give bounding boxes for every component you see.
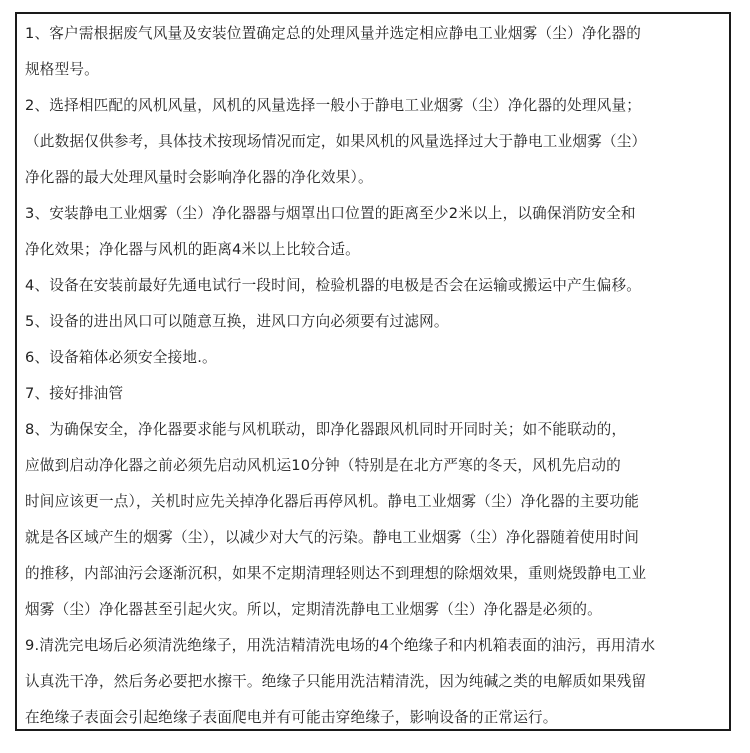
- instructions-text-block: [25, 16, 715, 736]
- text-line-2: 规格型号。: [25, 61, 99, 78]
- text-line-8: 4、设备在安装前最好先通电试行一段时间，检验机器的电极是否会在运输或搬运中产生偏移。: [25, 277, 642, 294]
- text-line-19: 认真洗干净，然后务必要把水擦干。绝缘子只能用洗洁精清洗，因为纯碱之类的电解质如果残留: [25, 673, 647, 690]
- text-line-7: 净化效果；净化器与风机的距离4米以上比较合适。: [25, 241, 360, 258]
- text-line-3: 2、选择相匹配的风机风量，风机的风量选择一般小于静电工业烟雾（尘）净化器的处理风量；: [25, 97, 642, 114]
- text-line-14: 时间应该更一点），关机时应先关掉净化器后再停风机。静电工业烟雾（尘）净化器的主要功能: [25, 493, 640, 510]
- text-line-17: 烟雾（尘）净化器甚至引起火灾。所以，定期清洗静电工业烟雾（尘）净化器是必须的。: [25, 601, 602, 618]
- text-line-4: （此数据仅供参考，具体技术按现场情况而定，如果风机的风量选择过大于静电工业烟雾（尘）: [25, 133, 647, 150]
- text-line-12: 8、为确保安全，净化器要求能与风机联动，即净化器跟风机同时开同时关；如不能联动的，: [25, 421, 627, 438]
- text-line-10: 6、设备箱体必须安全接地.。: [25, 349, 217, 366]
- text-line-1: 1、客户需根据废气风量及安装位置确定总的处理风量并选定相应静电工业烟雾（尘）净化器的: [25, 25, 642, 42]
- text-line-6: 3、安装静电工业烟雾（尘）净化器器与烟罩出口位置的距离至少2米以上，以确保消防安全和: [25, 205, 636, 222]
- text-line-15: 就是各区域产生的烟雾（尘），以减少对大气的污染。静电工业烟雾（尘）净化器随着使用时间: [25, 529, 640, 546]
- text-line-20: 在绝缘子表面会引起绝缘子表面爬电并有可能击穿绝缘子，影响设备的正常运行。: [25, 709, 558, 726]
- text-line-16: 的推移，内部油污会逐渐沉积，如果不定期清理轻则达不到理想的除烟效果，重则烧毁静电工业: [25, 565, 647, 582]
- text-line-11: 7、接好排油管: [25, 385, 124, 402]
- text-line-5: 净化器的最大处理风量时会影响净化器的净化效果）。: [25, 169, 373, 186]
- text-line-9: 5、设备的进出风口可以随意互换，进风口方向必须要有过滤网。: [25, 313, 449, 330]
- text-line-13: 应做到启动净化器之前必须先启动风机运10分钟（特别是在北方严寒的冬天，风机先启动的: [25, 457, 621, 474]
- text-line-18: 9.清洗完电场后必须清洗绝缘子，用洗洁精清洗电场的4个绝缘子和内机箱表面的油污，再用清水: [25, 637, 656, 654]
